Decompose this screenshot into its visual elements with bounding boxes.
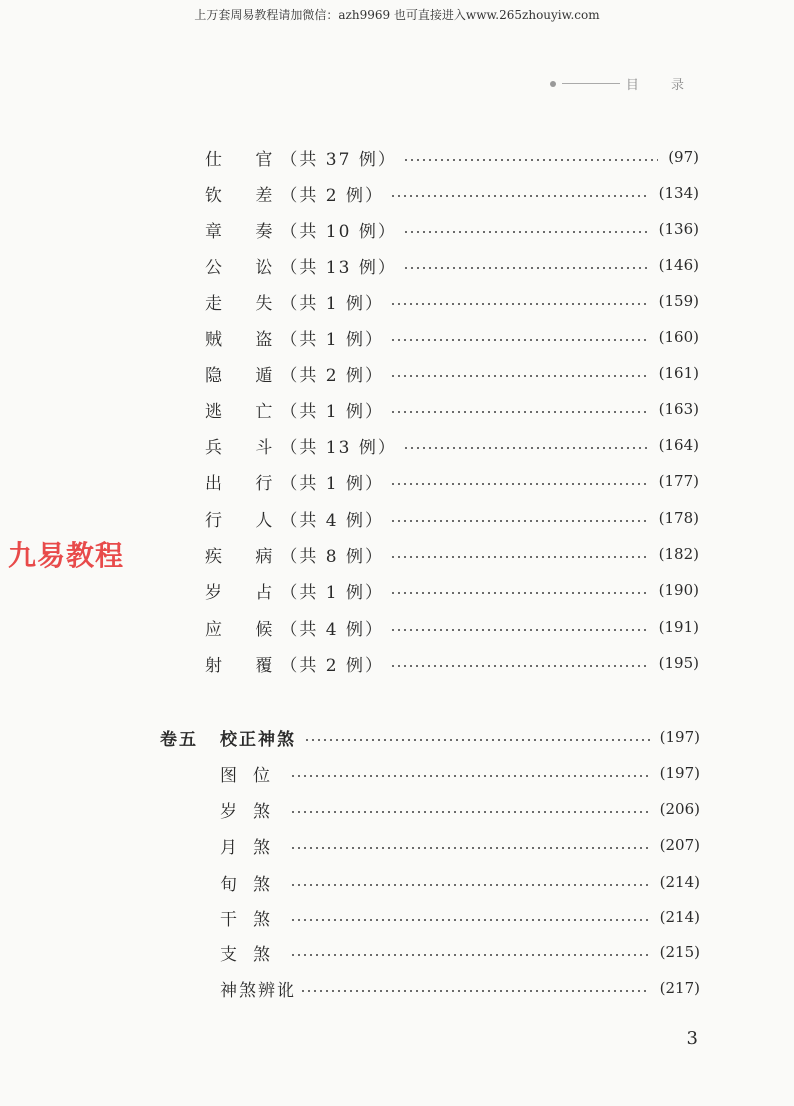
toc-entry-count: （共 1 例） xyxy=(280,293,385,314)
toc-entry-label xyxy=(205,578,384,603)
volume-page: (197) xyxy=(659,728,700,746)
toc-entry-label xyxy=(205,469,384,494)
dot-leader xyxy=(390,520,649,522)
toc-sub-entry-page: (214) xyxy=(659,908,700,926)
toc-entry-name: 应 候 xyxy=(205,619,287,640)
toc-sub-entry-page: (214) xyxy=(659,873,700,891)
toc-entry-page: (161) xyxy=(658,364,699,382)
section-header xyxy=(550,74,698,93)
dot-leader xyxy=(390,339,649,341)
dot-leader xyxy=(290,884,650,886)
top-watermark: 上万套周易教程请加微信：azh9969 也可直接进入www.265zhouyiw.com xyxy=(194,8,600,22)
dot-leader xyxy=(290,954,650,956)
dot-leader xyxy=(390,629,649,631)
dot-leader xyxy=(403,231,649,233)
toc-entry-count: （共 1 例） xyxy=(280,582,385,603)
volume-heading xyxy=(160,725,700,749)
toc-entry-name: 钦 差 xyxy=(205,185,287,206)
toc-sub-entry-name: 岁煞 xyxy=(220,801,286,822)
toc-sub-entry xyxy=(220,833,700,857)
page-number: 3 xyxy=(686,1028,698,1049)
dot-leader xyxy=(290,919,650,921)
toc-entry-name: 仕 官 xyxy=(205,149,287,170)
dot-leader xyxy=(390,556,649,558)
toc-entry-label xyxy=(205,217,397,242)
toc-sub-entry-name: 神煞辨讹 xyxy=(220,980,296,1001)
toc-entry xyxy=(205,433,699,457)
toc-entry-page: (97) xyxy=(668,148,699,166)
toc-entry-name: 疾 病 xyxy=(205,546,287,567)
toc-entry-count: （共 2 例） xyxy=(280,655,385,676)
toc-entry-page: (178) xyxy=(658,509,699,527)
toc-entry xyxy=(205,217,699,241)
toc-entry-count: （共 4 例） xyxy=(280,510,385,531)
dot-leader xyxy=(403,159,658,161)
dot-leader xyxy=(390,195,649,197)
toc-entry xyxy=(205,253,699,277)
toc-entry-label xyxy=(205,506,384,531)
toc-entry-label xyxy=(205,433,397,458)
toc-entry-label xyxy=(205,289,384,314)
toc-sub-entry-name: 支煞 xyxy=(220,944,286,965)
dot-leader xyxy=(290,811,650,813)
toc-entry-count: （共 1 例） xyxy=(280,401,385,422)
toc-entry xyxy=(205,181,699,205)
dot-leader xyxy=(300,990,650,992)
toc-entry-page: (146) xyxy=(658,256,699,274)
toc-entry-page: (160) xyxy=(658,328,699,346)
toc-sub-entry-page: (197) xyxy=(659,764,700,782)
toc-entry-page: (163) xyxy=(658,400,699,418)
toc-sub-entry xyxy=(220,761,700,785)
toc-entry-page: (136) xyxy=(658,220,699,238)
toc-entry-name: 逃 亡 xyxy=(205,401,287,422)
dot-leader xyxy=(390,592,649,594)
toc-entry-name: 射 覆 xyxy=(205,655,287,676)
toc-entry-name: 贼 盗 xyxy=(205,329,287,350)
toc-sub-entry-name: 图位 xyxy=(220,765,286,786)
toc-sub-entry xyxy=(220,797,700,821)
toc-entry-name: 走 失 xyxy=(205,293,287,314)
dot-leader xyxy=(390,303,649,305)
toc-entry-label xyxy=(205,397,384,422)
toc-entry xyxy=(205,651,699,675)
dot-leader xyxy=(403,267,649,269)
toc-entry-label xyxy=(205,542,384,567)
toc-entry-page: (159) xyxy=(658,292,699,310)
toc-entry-page: (134) xyxy=(658,184,699,202)
toc-entry-count: （共 13 例） xyxy=(280,437,397,458)
toc-sub-entry-page: (207) xyxy=(659,836,700,854)
toc-entry xyxy=(205,506,699,530)
toc-entry-page: (177) xyxy=(658,472,699,490)
toc-sub-entry-name: 月煞 xyxy=(220,837,286,858)
toc-sub-entry-page: (217) xyxy=(659,979,700,997)
dot-leader xyxy=(390,665,649,667)
toc-entry-count: （共 1 例） xyxy=(280,329,385,350)
toc-entry-name: 出 行 xyxy=(205,473,287,494)
toc-entry-count: （共 10 例） xyxy=(280,221,397,242)
toc-entry-count: （共 8 例） xyxy=(280,546,385,567)
toc-entry-page: (191) xyxy=(658,618,699,636)
toc-entry-name: 公 讼 xyxy=(205,257,287,278)
toc-entry-label xyxy=(205,651,384,676)
toc-entry-label xyxy=(205,361,384,386)
dot-leader xyxy=(290,847,650,849)
toc-entry xyxy=(205,469,699,493)
toc-sub-entry xyxy=(220,870,700,894)
toc-entry-count: （共 1 例） xyxy=(280,473,385,494)
toc-entry-name: 隐 遁 xyxy=(205,365,287,386)
toc-sub-entry-name: 干煞 xyxy=(220,909,286,930)
toc-entry-label xyxy=(205,181,384,206)
volume-title: 校正神煞 xyxy=(220,729,296,750)
toc-sub-entry xyxy=(220,940,700,964)
toc-sub-entry xyxy=(220,905,700,929)
toc-entry xyxy=(205,145,699,169)
toc-entry-count: （共 13 例） xyxy=(280,257,397,278)
toc-entry xyxy=(205,289,699,313)
toc-entry xyxy=(205,578,699,602)
toc-sub-entry xyxy=(220,976,700,1000)
toc-entry-label xyxy=(205,145,397,170)
toc-entry xyxy=(205,361,699,385)
toc-entry-count: （共 4 例） xyxy=(280,619,385,640)
toc-entry xyxy=(205,325,699,349)
toc-entry-label xyxy=(205,253,397,278)
toc-sub-entry-page: (215) xyxy=(659,943,700,961)
toc-entry-name: 岁 占 xyxy=(205,582,287,603)
header-rule xyxy=(562,83,620,84)
toc-entry-label xyxy=(205,615,384,640)
toc-entry-page: (182) xyxy=(658,545,699,563)
toc-entry-label xyxy=(205,325,384,350)
dot-leader xyxy=(290,775,650,777)
dot-leader xyxy=(390,483,649,485)
bullet-dot-icon xyxy=(550,81,556,87)
toc-entry-name: 行 人 xyxy=(205,510,287,531)
toc-entry xyxy=(205,397,699,421)
dot-leader xyxy=(304,739,650,741)
toc-sub-entry-page: (206) xyxy=(659,800,700,818)
toc-entry xyxy=(205,615,699,639)
section-title: 目 录 xyxy=(625,78,698,93)
toc-entry-page: (195) xyxy=(658,654,699,672)
toc-entry xyxy=(205,542,699,566)
side-watermark: 九易教程 xyxy=(8,539,125,572)
toc-entry-count: （共 2 例） xyxy=(280,365,385,386)
toc-entry-page: (190) xyxy=(658,581,699,599)
toc-sub-entry-name: 旬煞 xyxy=(220,874,286,895)
toc-entry-count: （共 2 例） xyxy=(280,185,385,206)
dot-leader xyxy=(403,447,649,449)
toc-entry-name: 兵 斗 xyxy=(205,437,287,458)
toc-entry-name: 章 奏 xyxy=(205,221,287,242)
dot-leader xyxy=(390,411,649,413)
volume-label: 卷五 xyxy=(160,729,198,750)
toc-entry-page: (164) xyxy=(658,436,699,454)
dot-leader xyxy=(390,375,649,377)
toc-entry-count: （共 37 例） xyxy=(280,149,397,170)
